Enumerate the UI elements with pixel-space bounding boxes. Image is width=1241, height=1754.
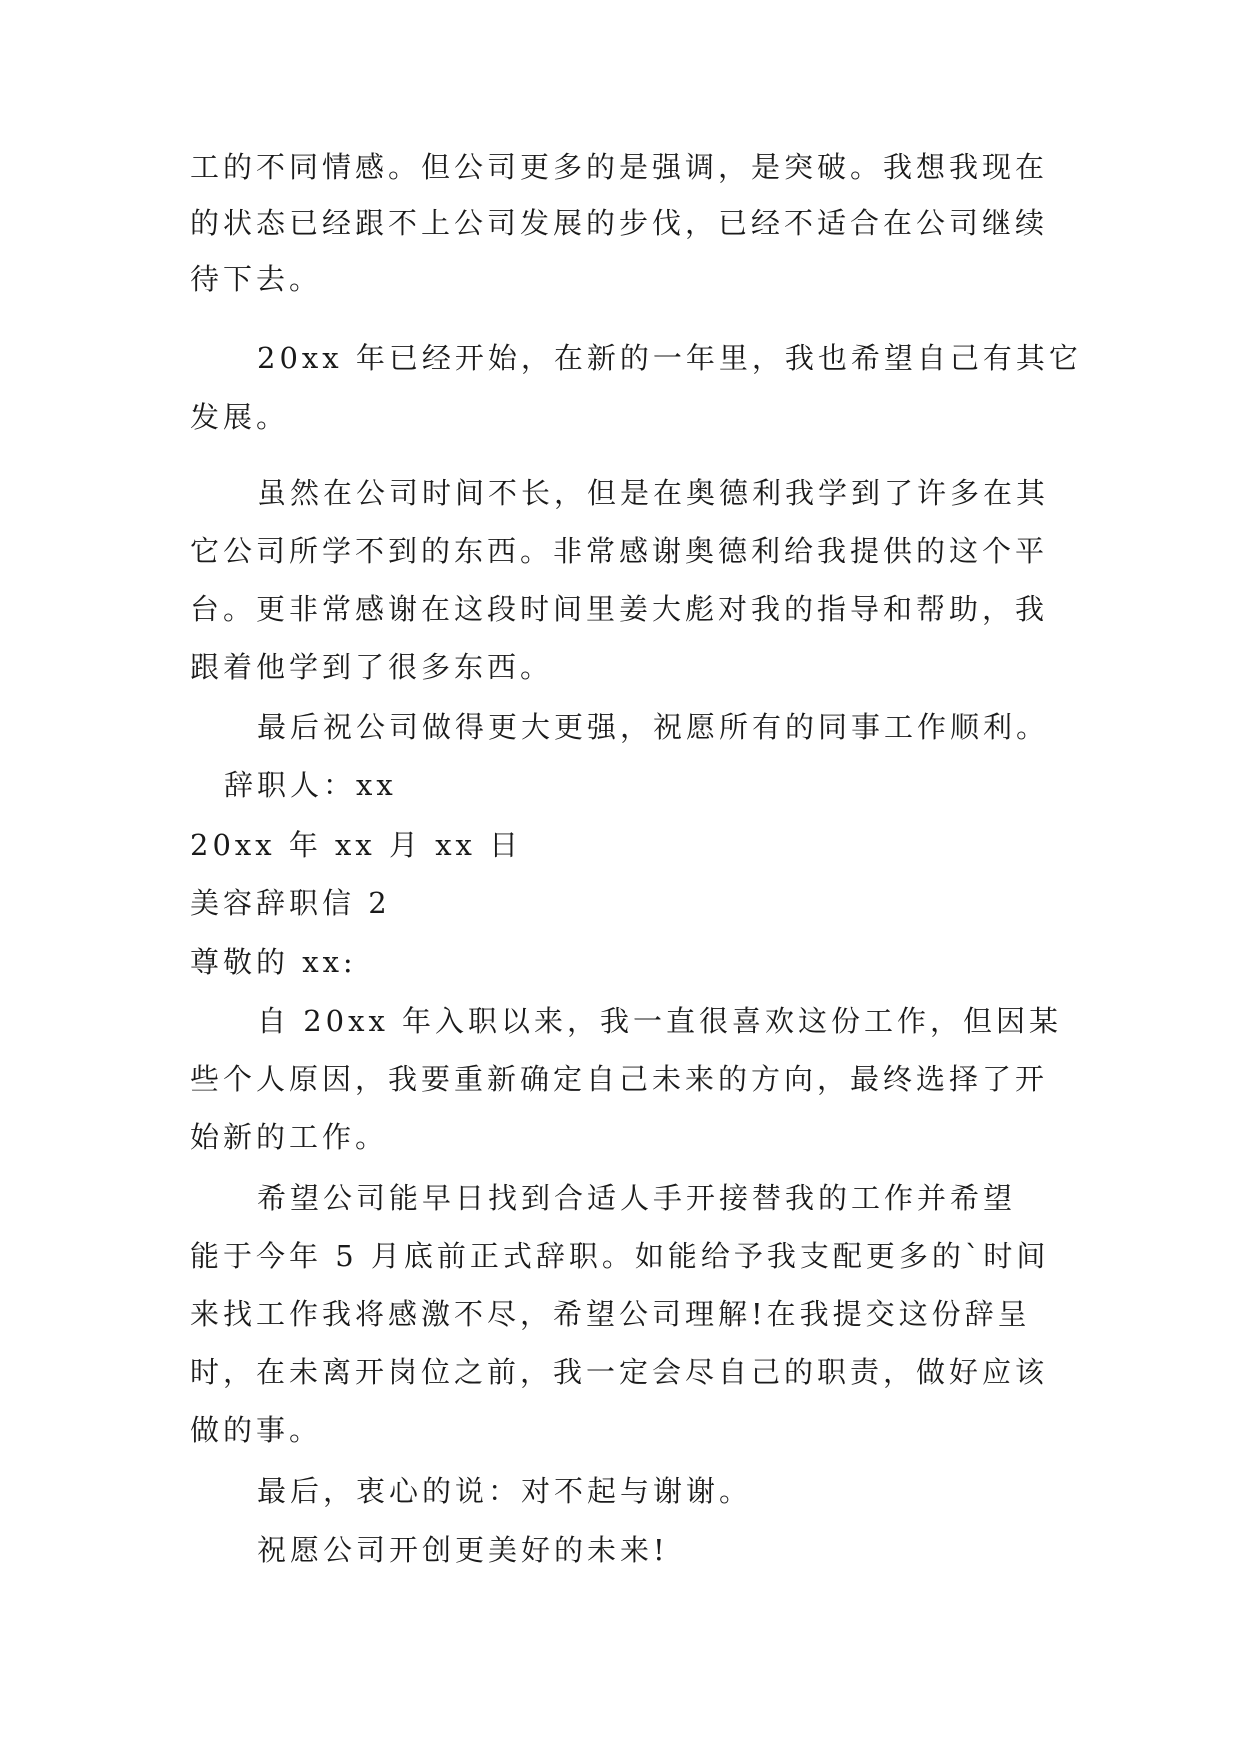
signature-date: 20xx 年 xx 月 xx 日 [190,828,523,862]
paragraph-line: 始新的工作。 [190,1120,389,1154]
paragraph-line: 时，在未离开岗位之前，我一定会尽自己的职责，做好应该 [190,1355,1049,1389]
paragraph-line: 待下去。 [190,262,323,296]
paragraph-line: 发展。 [190,400,290,434]
paragraph-line: 工的不同情感。但公司更多的是强调，是突破。我想我现在 [190,150,1049,184]
paragraph-line: 祝愿公司开创更美好的未来! [257,1533,669,1567]
paragraph-line: 虽然在公司时间不长，但是在奥德利我学到了许多在其 [257,476,1050,510]
paragraph-line: 自 20xx 年入职以来，我一直很喜欢这份工作，但因某 [257,1004,1063,1038]
signature-name: 辞职人：xx [224,768,397,802]
paragraph-line: 些个人原因，我要重新确定自己未来的方向，最终选择了开 [190,1062,1049,1096]
paragraph-line: 做的事。 [190,1413,323,1447]
salutation: 尊敬的 xx: [190,945,357,979]
paragraph-line: 跟着他学到了很多东西。 [190,650,554,684]
paragraph-line: 能于今年 5 月底前正式辞职。如能给予我支配更多的`时间 [190,1239,1050,1273]
paragraph-line: 台。更非常感谢在这段时间里姜大彪对我的指导和帮助，我 [190,592,1049,626]
closing-wish-line: 最后祝公司做得更大更强，祝愿所有的同事工作顺利。 [257,710,1050,744]
letter-title: 美容辞职信 2 [190,886,391,920]
paragraph-line: 希望公司能早日找到合适人手开接替我的工作并希望 [257,1181,1017,1215]
paragraph-line: 的状态已经跟不上公司发展的步伐，已经不适合在公司继续 [190,206,1049,240]
paragraph-line: 它公司所学不到的东西。非常感谢奥德利给我提供的这个平 [190,534,1049,568]
paragraph-line: 20xx 年已经开始，在新的一年里，我也希望自己有其它 [257,341,1082,375]
paragraph-line: 最后，衷心的说：对不起与谢谢。 [257,1474,753,1508]
paragraph-line: 来找工作我将感激不尽，希望公司理解!在我提交这份辞呈 [190,1297,1031,1331]
